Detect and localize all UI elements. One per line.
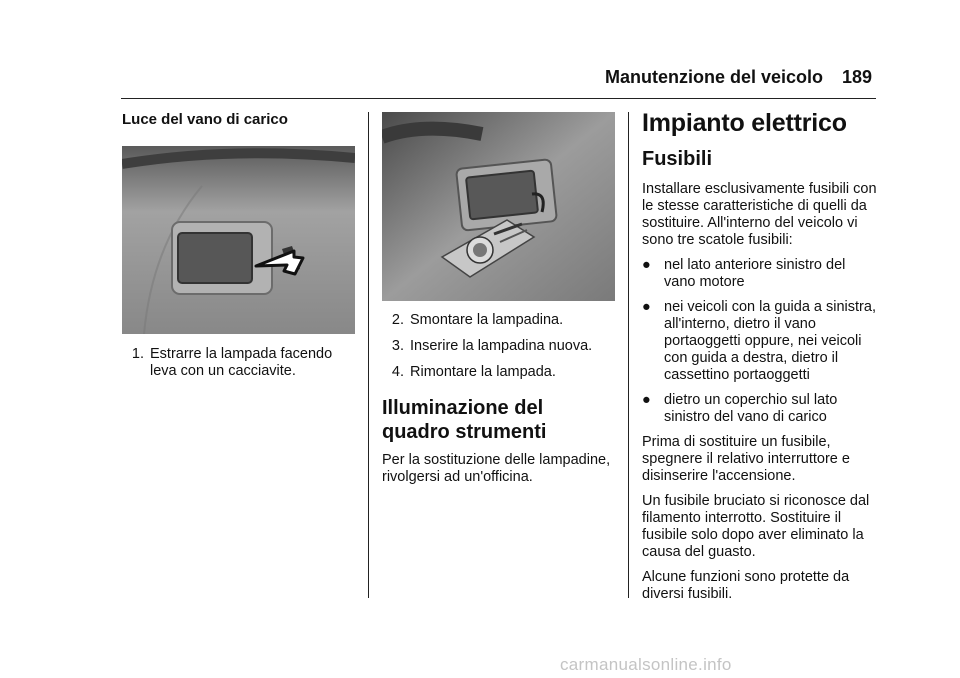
- step-number: 2.: [391, 312, 404, 328]
- paragraph-before-replace: Prima di sostituire un fusibile, spegnere il relativo interruttore e disinserire l'accensione.: [642, 434, 850, 484]
- step-text: Estrarre la lampada facendo leva con un cacciavite.: [150, 346, 333, 379]
- step-number: 4.: [391, 364, 404, 380]
- step-item: [382, 364, 615, 381]
- bullet-marker: ●: [642, 392, 651, 408]
- step-item: [122, 346, 357, 380]
- section-title-cargo-light: Luce del vano di carico: [122, 111, 288, 128]
- bullet-marker: ●: [642, 299, 651, 315]
- chapter-title: Impianto elettrico: [642, 109, 847, 137]
- column-divider-2: [628, 112, 629, 598]
- list-item-text: nei veicoli con la guida a sinistra, all'interno, dietro il vano portaoggetti oppure, nei veicoli con guida a destra, dietro il cassettino portaoggetti: [664, 299, 876, 383]
- list-item: [642, 257, 878, 291]
- list-item-text: nel lato anteriore sinistro del vano motore: [664, 257, 846, 290]
- column-3: [642, 108, 878, 603]
- column-2: [382, 112, 615, 486]
- header-rule: [121, 98, 876, 99]
- column-divider-1: [368, 112, 369, 598]
- paragraph-blown-fuse: Un fusibile bruciato si riconosce dal filamento interrotto. Sostituire il fusibile solo dopo aver eliminato la causa del guasto.: [642, 493, 870, 560]
- fuse-box-list: [642, 257, 878, 426]
- section-heading-fuses: Fusibili: [642, 148, 712, 170]
- fuses-intro-paragraph: Installare esclusivamente fusibili con le stesse caratteristiche di quelli da sostituire. All'interno del veicolo vi sono tre scatole fusibili:: [642, 181, 877, 248]
- paragraph-multiple-fuses: Alcune funzioni sono protette da diversi fusibili.: [642, 569, 850, 602]
- step-item: [382, 312, 615, 329]
- step-number: 1.: [131, 346, 144, 362]
- bullet-marker: ●: [642, 257, 651, 273]
- running-header-title: Manutenzione del veicolo: [605, 67, 824, 87]
- step-list-2: [382, 312, 615, 381]
- cargo-lamp-photo: [122, 146, 355, 334]
- step-list-1: [122, 346, 357, 380]
- step-number: 3.: [391, 338, 404, 354]
- step-text: Smontare la lampadina.: [410, 312, 564, 328]
- column-1: [122, 111, 357, 380]
- step-item: [382, 338, 615, 355]
- bulb-removal-photo: [382, 112, 615, 301]
- page-number: 189: [842, 67, 873, 87]
- list-item: [642, 392, 878, 426]
- step-text: Inserire la lampadina nuova.: [410, 338, 593, 354]
- section-heading-instrument-lighting: Illuminazione del quadro strumenti: [382, 397, 547, 443]
- list-item-text: dietro un coperchio sul lato sinistro del vano di carico: [664, 392, 838, 425]
- list-item: [642, 299, 878, 384]
- instrument-lighting-paragraph: Per la sostituzione delle lampadine, rivolgersi ad un'officina.: [382, 452, 611, 485]
- watermark: carmanualsonline.info: [560, 655, 732, 674]
- step-text: Rimontare la lampada.: [410, 364, 556, 380]
